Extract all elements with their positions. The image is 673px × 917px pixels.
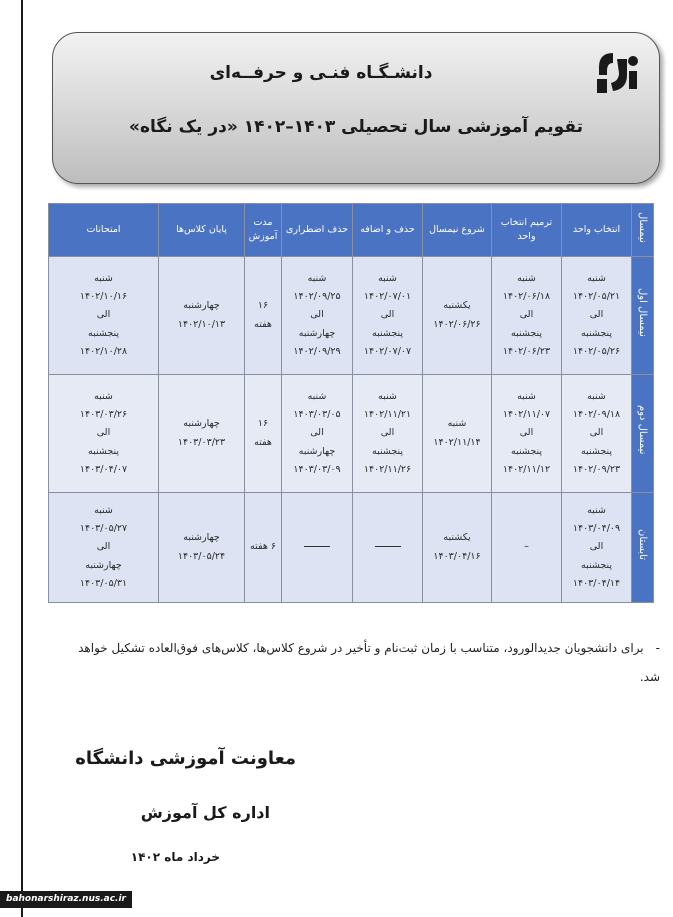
website-badge: bahonarshiraz.nus.ac.ir (0, 891, 132, 908)
selection-cell: شنبه ۱۴۰۳/۰۴/۰۹ الی پنجشنبه ۱۴۰۳/۰۴/۱۴ (562, 493, 632, 603)
note-bullet: - (655, 641, 660, 655)
column-header: پایان کلاس‌ها (159, 204, 245, 257)
selection-cell: شنبه ۱۴۰۲/۰۹/۱۸ الی پنجشنبه ۱۴۰۲/۰۹/۲۳ (562, 375, 632, 493)
duration-cell: ۱۶ هفته (245, 257, 282, 375)
table-header-row (49, 204, 654, 257)
column-header: حذف اضطراری (282, 204, 353, 257)
selection-cell: شنبه ۱۴۰۲/۰۵/۲۱ الی پنجشنبه ۱۴۰۲/۰۵/۲۶ (562, 257, 632, 375)
new-students-note (60, 634, 660, 692)
university-name: دانشـگـاه فنـی و حرفــه‌ای (209, 63, 433, 83)
add-drop-cell (353, 493, 423, 603)
note-text: برای دانشجویان جدیدالورود، متناسب با زمان ثبت‌نام و تأخیر در شروع کلاس‌ها، کلاس‌های فوق‌العاده تشکیل خواهد شد. (78, 641, 660, 684)
duration-cell: ۱۶ هفته (245, 375, 282, 493)
revision-cell: شنبه ۱۴۰۲/۰۶/۱۸ الی پنجشنبه ۱۴۰۲/۰۶/۲۳ (492, 257, 562, 375)
header-box (52, 32, 660, 184)
calendar-title: تقویم آموزشی سال تحصیلی ۱۴۰۳–۱۴۰۲ «در یک نگاه» (129, 117, 583, 137)
table-row (49, 257, 654, 375)
revision-cell: شنبه ۱۴۰۲/۱۱/۰۷ الی پنجشنبه ۱۴۰۲/۱۱/۱۲ (492, 375, 562, 493)
semester-name-cell: نیمسال دوم (632, 375, 654, 493)
duration-cell: ۶ هفته (245, 493, 282, 603)
start-cell: یکشنبه ۱۴۰۳/۰۴/۱۶ (423, 493, 492, 603)
signature-deputy: معاونت آموزشی دانشگاه (75, 748, 296, 769)
add-drop-cell: شنبه ۱۴۰۲/۰۷/۰۱ الی پنجشنبه ۱۴۰۲/۰۷/۰۷ (353, 257, 423, 375)
column-header: شروع نیمسال (423, 204, 492, 257)
column-header: امتحانات (49, 204, 159, 257)
university-logo-icon (589, 45, 645, 101)
revision-cell: – (492, 493, 562, 603)
start-cell: یکشنبه ۱۴۰۲/۰۶/۲۶ (423, 257, 492, 375)
add-drop-cell: شنبه ۱۴۰۲/۱۱/۲۱ الی پنجشنبه ۱۴۰۲/۱۱/۲۶ (353, 375, 423, 493)
column-header: حذف و اضافه (353, 204, 423, 257)
signature-date: خرداد ماه ۱۴۰۲ (130, 850, 220, 864)
exams-cell: شنبه ۱۴۰۲/۱۰/۱۶ الی پنجشنبه ۱۴۰۲/۱۰/۲۸ (49, 257, 159, 375)
exams-cell: شنبه ۱۴۰۳/۰۵/۲۷ الی چهارشنبه ۱۴۰۳/۰۵/۳۱ (49, 493, 159, 603)
emergency-drop-cell (282, 493, 353, 603)
signature-office: اداره کل آموزش (140, 803, 270, 822)
semester-name-cell: تابستان (632, 493, 654, 603)
table-row (49, 493, 654, 603)
start-cell: شنبه ۱۴۰۲/۱۱/۱۴ (423, 375, 492, 493)
emergency-drop-cell: شنبه ۱۴۰۳/۰۳/۰۵ الی چهارشنبه ۱۴۰۳/۰۳/۰۹ (282, 375, 353, 493)
classes-end-cell: چهارشنبه ۱۴۰۳/۰۵/۲۴ (159, 493, 245, 603)
empty-dash (304, 546, 330, 547)
empty-dash (375, 546, 401, 547)
academic-calendar-table (48, 203, 654, 603)
column-header: نیمسال (632, 204, 654, 257)
classes-end-cell: چهارشنبه ۱۴۰۳/۰۳/۲۳ (159, 375, 245, 493)
semester-name-cell: نیمسال اول (632, 257, 654, 375)
column-header: انتخاب واحد (562, 204, 632, 257)
exams-cell: شنبه ۱۴۰۳/۰۳/۲۶ الی پنجشنبه ۱۴۰۳/۰۴/۰۷ (49, 375, 159, 493)
column-header: مدت آموزش (245, 204, 282, 257)
table-row (49, 375, 654, 493)
page-margin-rule (21, 0, 23, 917)
column-header: ترمیم انتخاب واحد (492, 204, 562, 257)
classes-end-cell: چهارشنبه ۱۴۰۲/۱۰/۱۳ (159, 257, 245, 375)
emergency-drop-cell: شنبه ۱۴۰۲/۰۹/۲۵ الی چهارشنبه ۱۴۰۲/۰۹/۲۹ (282, 257, 353, 375)
